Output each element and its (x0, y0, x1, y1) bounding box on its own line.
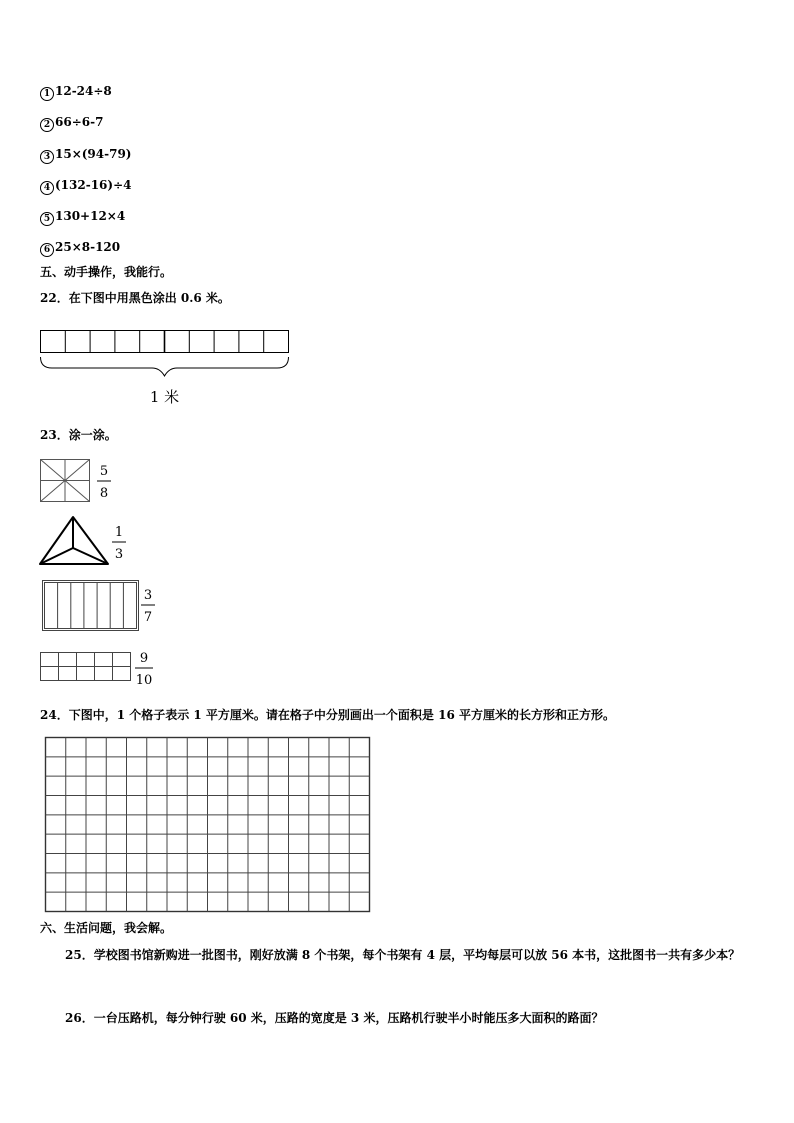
fraction-denominator: 8 (99, 486, 109, 501)
expression-text: 25×8-120 (55, 240, 121, 254)
question-23-text: 23．涂一涂。 (40, 428, 117, 442)
triangle-thirds (38, 515, 112, 567)
question-26-text: 26．一台压路机，每分钟行驶 60 米，压路的宽度是 3 米，压路机行驶半小时能压多大面积的路面？ (65, 1011, 604, 1025)
rectangle-sevenths (40, 579, 142, 633)
brace-label: 1 米 (149, 388, 180, 406)
fraction-numerator: 9 (139, 651, 149, 666)
fraction-9-10 (134, 648, 156, 690)
question-22-text: 22．在下图中用黑色涂出 0.6 米。 (40, 291, 230, 305)
expression-6 (40, 239, 120, 257)
fraction-1-3 (111, 522, 129, 564)
question-24-text: 24．下图中，1 个格子表示 1 平方厘米。请在格子中分别画出一个面积是 16 平方厘米的长方形和正方形。 (40, 708, 615, 722)
circled-number: 3 (40, 150, 54, 164)
expression-text: 15×(94-79) (55, 147, 132, 161)
circled-number: 4 (40, 181, 54, 195)
circled-number: 6 (40, 243, 54, 257)
expression-text: 130+12×4 (55, 209, 126, 223)
fraction-numerator: 1 (114, 525, 124, 540)
expression-2 (40, 114, 103, 132)
fraction-numerator: 5 (99, 464, 109, 479)
expression-text: 12-24÷8 (55, 84, 112, 98)
expression-text: (132-16)÷4 (55, 178, 132, 192)
expression-1 (40, 83, 112, 101)
fraction-3-7 (140, 585, 158, 627)
meter-strip-dividers (65, 331, 263, 353)
fraction-5-8 (96, 461, 114, 503)
expression-5 (40, 208, 125, 226)
brace (41, 357, 289, 376)
circled-number: 2 (40, 118, 54, 132)
fraction-denominator: 7 (143, 610, 153, 625)
fraction-denominator: 3 (114, 547, 124, 562)
expression-3 (40, 146, 132, 164)
circled-number: 1 (40, 87, 54, 101)
fraction-numerator: 3 (143, 588, 153, 603)
section-five-title: 五、动手操作，我能行。 (40, 265, 173, 279)
octant-square (40, 459, 92, 503)
question-25-text: 25．学校图书馆新购进一批图书，刚好放满 8 个书架，每个书架有 4 层，平均每层可以放 56 本书，这批图书一共有多少本？ (65, 948, 741, 962)
expression-4 (40, 177, 132, 195)
square-cm-grid (44, 736, 372, 914)
expression-text: 66÷6-7 (55, 115, 104, 129)
meter-strip-figure (40, 330, 292, 410)
circled-number: 5 (40, 212, 54, 226)
grid-tenths (40, 651, 132, 683)
fraction-denominator: 10 (135, 673, 153, 688)
section-six-title: 六、生活问题，我会解。 (40, 921, 173, 935)
